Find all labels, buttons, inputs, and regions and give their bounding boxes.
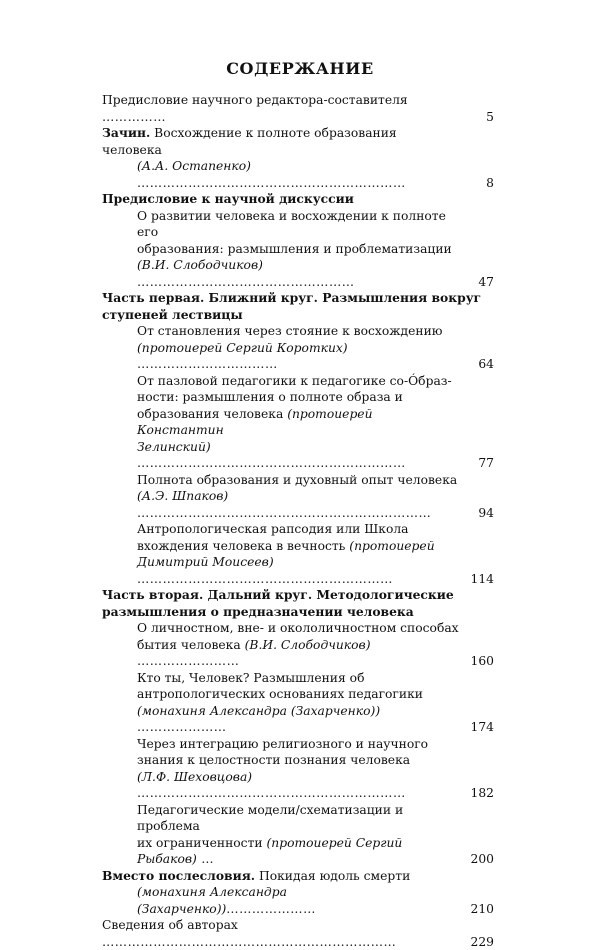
toc-entry [102,917,494,950]
toc-entry-title: О личностном, вне- и окололичностном способах [137,620,494,637]
toc-entry [102,670,494,736]
toc-entry [102,125,494,158]
page-number: 210 [471,901,494,918]
toc-entry [102,373,494,472]
toc-entry-title: Антропологическая рапсодия или Школа [137,521,494,538]
toc-entry-author: (А.А. Остапенко) [137,159,251,173]
section-heading-line1: Часть вторая. Дальний круг. Методологические [102,587,494,604]
toc-entry [102,802,494,868]
page-number: 200 [471,851,494,868]
leader-dots: ……………………………………………………… [137,176,406,190]
page-number: 5 [486,109,494,126]
leader-dots: … [197,852,214,866]
toc-entry-title: Восхождение к полноте образования человека [102,126,397,157]
page-number: 64 [478,356,494,373]
toc-entry-author: (монахиня Александра (Захарченко)) [137,704,380,718]
toc-entry-author: (протоиерей Сергий Коротких) [137,341,348,355]
leader-dots: …………………………………………………………… [102,935,396,949]
toc-entry-title-line2: бытия человека [137,638,245,652]
toc-entry [102,323,494,373]
leader-dots: …………………………………………………… [137,572,393,586]
page-number: 229 [471,934,494,950]
toc-entry [102,620,494,670]
page-number: 182 [471,785,494,802]
page-title: СОДЕРЖАНИЕ [0,59,600,78]
toc-entry-cont [102,158,494,191]
leader-dots: …………………………… [137,357,278,371]
toc-entry [102,92,494,125]
toc-entry-author: (протоиерей Сергий Рыбаков) [137,836,402,867]
toc-entry-heading: Вместо послесловия. [102,868,255,883]
toc-entry-title: О развитии человека и восхождении к полноте его [137,208,494,241]
toc-entry-title-line2: их ограниченности [137,836,266,850]
toc-entry-author: (монахиня Александра (Захарченко)) [137,885,287,916]
toc-entry-title: Кто ты, Человек? Размышления об [137,670,494,687]
toc-entry-author: (В.И. Слободчиков) [137,258,263,272]
toc-entry-title-line3: образования человека [137,407,287,421]
toc-entry [102,736,494,802]
toc-entry-author-part: (протоиерей Константин [137,407,373,438]
toc-entry-title: Педагогические модели/схематизации и проблема [137,802,494,835]
page-number: 94 [478,505,494,522]
toc-entry-title: От пазловой педагогики к педагогике со-Óбраз- [137,373,494,390]
table-of-contents [102,92,494,950]
toc-entry-title: Покидая юдоль смерти [255,869,410,883]
toc-entry-title: От становления через стояние к восхождению [137,323,494,340]
section-heading [102,587,494,620]
page-number: 77 [478,455,494,472]
page-number: 47 [478,274,494,291]
toc-entry-author: (А.Э. Шпаков) [137,489,228,503]
toc-entry-title: Полнота образования и духовный опыт человека [137,472,494,489]
toc-entry-title-line2: ности: размышления о полноте образа и [137,389,494,406]
toc-entry-author: (Л.Ф. Шеховцова) [137,770,252,784]
toc-entry-author: (В.И. Слободчиков) [245,638,371,652]
page-number: 114 [471,571,494,588]
page-number: 8 [486,175,494,192]
toc-entry-cont [102,884,494,917]
page-number: 160 [471,653,494,670]
toc-entry [102,208,494,291]
leader-dots: ……………………………………………………… [137,456,406,470]
leader-dots: ………………… [137,720,227,734]
leader-dots: …………… [102,110,166,124]
leader-dots: …………………… [137,654,239,668]
toc-entry-title: Через интеграцию религиозного и научного [137,736,494,753]
toc-entry-title-line2: знания к целостности познания человека [137,752,494,769]
toc-entry [102,472,494,522]
toc-entry-title-line2: антропологических основаниях педагогики [137,686,494,703]
toc-entry-author: Зелинский) [137,440,211,454]
toc-entry [102,521,494,587]
toc-entry-title-line2: вхождения человека в вечность [137,539,349,553]
leader-dots: ………………… [226,902,316,916]
toc-entry-title: Предисловие научного редактора-составителя [102,93,408,107]
page-number: 174 [471,719,494,736]
section-heading [102,290,494,323]
section-heading: Предисловие к научной дискуссии [102,191,494,208]
section-heading-line2: ступеней лествицы [102,307,494,324]
leader-dots: …………………………………………………………… [137,506,431,520]
toc-entry-title: Сведения об авторах [102,918,238,932]
section-heading-line2: размышления о предназначении человека [102,604,494,621]
toc-entry [102,868,494,885]
section-heading-line1: Часть первая. Ближний круг. Размышления вокруг [102,290,494,307]
leader-dots: …………………………………………… [137,275,355,289]
toc-entry-author-part: (протоиерей [349,539,434,553]
toc-entry-heading: Зачин. [102,125,150,140]
leader-dots: ……………………………………………………… [137,786,406,800]
toc-entry-author: Димитрий Моисеев) [137,555,274,569]
toc-entry-title-line2: образования: размышления и проблематизации [137,241,494,258]
